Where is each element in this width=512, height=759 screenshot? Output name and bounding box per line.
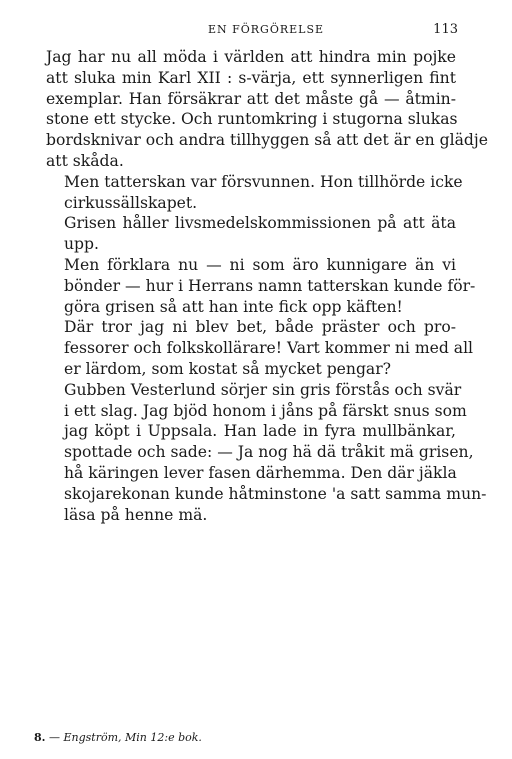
signature-dash: — [48,731,60,744]
text-line: jag köpt i Uppsala. Han lade in fyra mullbänkar, [64,422,456,441]
text-line: bordsknivar och andra tillhyggen så att det är en glädje [46,131,488,150]
text-line: Men förklara nu — ni som äro kunnigare än vi [64,255,456,274]
paragraph-5 [46,317,474,379]
running-title: EN FÖRGÖRELSE [207,23,325,36]
text-line: Grisen håller livsmedelskommissionen på att äta [64,214,456,233]
paragraph-4 [46,255,476,317]
text-line: läsa på henne mä. [64,505,208,524]
text-line: Men tatterskan var försvunnen. Hon tillhörde icke [64,172,463,191]
signature-number: 8. [34,731,46,744]
text-line: spottade och sade: — Ja nog hä dä tråkit mä grisen, [64,443,474,462]
text-line: upp. [64,235,99,254]
signature-text: Engström, Min 12:e bok. [63,731,202,744]
text-line: att sluka min Karl XII : s-värja, ett synnerligen fint [46,68,456,87]
running-head [0,20,512,40]
body-text [46,47,488,525]
text-line: hå käringen lever fasen därhemma. Den där jäkla [64,463,457,482]
paragraph-2 [46,172,463,214]
text-line: bönder — hur i Herrans namn tatterskan kunde för- [64,276,476,295]
paragraph-6 [46,380,487,526]
text-line: exemplar. Han försäkrar att det måste gå — åtmin- [46,89,456,108]
paragraph-1 [46,47,488,172]
signature-line [34,730,202,746]
text-line: i ett slag. Jag bjöd honom i jåns på färskt snus som [64,401,467,420]
text-line: cirkussällskapet. [64,193,198,212]
paragraph-3 [46,213,456,255]
text-line: fessorer och folkskollärare! Vart kommer ni med all [64,339,474,358]
text-line: er lärdom, som kostat så mycket pengar? [64,359,392,378]
text-line: skojarekonan kunde håtminstone 'a satt samma mun- [64,484,487,503]
text-line: Där tror jag ni blev bet, både präster och pro- [64,318,456,337]
page-number: 113 [433,22,458,37]
text-line: stone ett stycke. Och runtomkring i stugorna slukas [46,110,458,129]
text-line: göra grisen så att han inte fick opp käften! [64,297,403,316]
text-line: att skåda. [46,151,124,170]
text-line: Gubben Vesterlund sörjer sin gris förstås och svär [64,380,462,399]
text-line: Jag har nu all möda i världen att hindra min pojke [46,48,456,66]
